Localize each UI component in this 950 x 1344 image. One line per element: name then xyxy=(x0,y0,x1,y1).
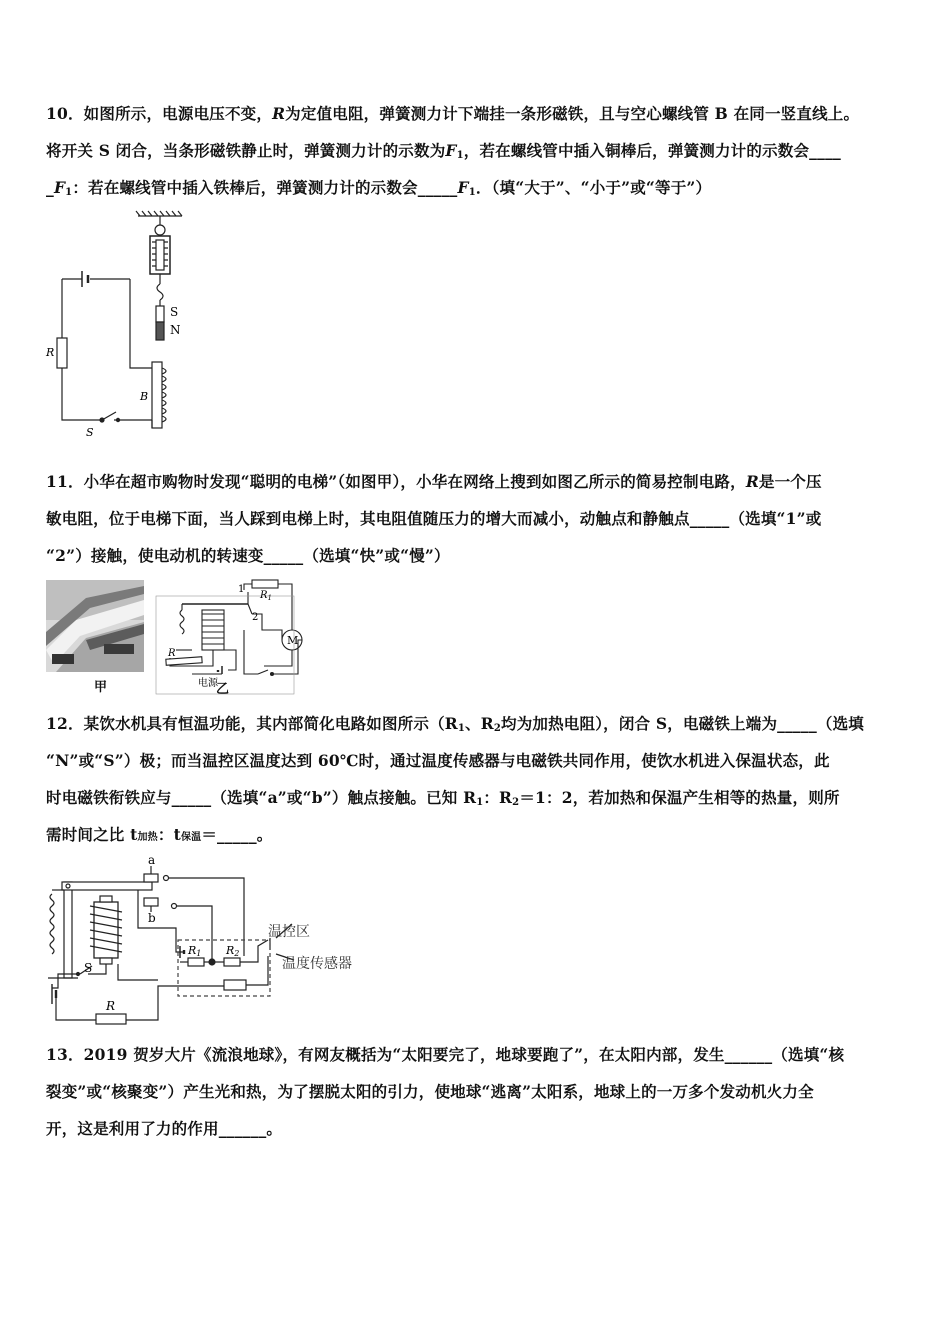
label-solenoid-b: B xyxy=(140,390,149,403)
q12-line-2: “N”或“S”）极；而当温控区温度达到 60℃时，通过温度传感器与电磁铁共同作用，使饮水机进入保温状态，此 xyxy=(46,751,830,770)
q10-line-1: 10．如图所示，电源电压不变，R为定值电阻，弹簧测力计下端挂一条形磁铁，且与空心螺线管 B 在同一竖直线上。 xyxy=(46,104,860,123)
label-n-pole: N xyxy=(170,323,181,337)
label-s-pole: S xyxy=(170,305,179,319)
label-r2-heater: R2 xyxy=(226,944,240,958)
label-temp-sensor: 温度传感器 xyxy=(282,956,352,972)
contact-label-1: 1 xyxy=(238,584,245,595)
contact-label-2: 2 xyxy=(252,612,259,623)
label-yi: 乙 xyxy=(216,682,230,697)
q12-line-3: 时电磁铁衔铁应与_____（选填“a”或“b”）触点接触。已知 $R_1$：$R_2=1$：2，若加热和保温产生相等的热量，则所 xyxy=(46,788,840,808)
label-switch-s: S xyxy=(86,426,94,439)
magnet-n-pole xyxy=(156,322,164,340)
label-temp-zone: 温控区 xyxy=(268,924,310,940)
q12-line-4: 需时间之比 t加热：t保温＝_____。 xyxy=(46,825,273,844)
q13-line-1: 13．2019 贺岁大片《流浪地球》，有网友概括为“太阳要完了，地球要跑了”，在太阳内部，发生______（选填“核 xyxy=(46,1045,845,1064)
q11-line-2: 敏电阻，位于电梯下面，当人踩到电梯上时，其电阻值随压力的增大而减小，动触点和静触点_____（选填“1”或 xyxy=(46,509,822,528)
label-resistor-r: R xyxy=(106,999,116,1013)
escalator-photo xyxy=(46,580,144,672)
q11-control-circuit-figure xyxy=(152,578,302,694)
label-switch-s: S xyxy=(84,961,93,975)
label-r1-heater: R1 xyxy=(188,944,202,958)
q11-line-3: “2”）接触，使电动机的转速变_____（选填“快”或“慢”） xyxy=(46,546,450,565)
q10-line-2: 将开关 S 闭合，当条形磁铁静止时，弹簧测力计的示数为$F_1$，若在螺线管中插入铜棒后，弹簧测力计的示数会____ xyxy=(46,141,841,161)
label-jia: 甲 xyxy=(94,680,108,695)
q13-line-2: 裂变”或“核聚变”）产生光和热，为了摆脱太阳的引力，使地球“逃离”太阳系，地球上的一万多个发动机火力全 xyxy=(46,1082,814,1101)
q12-line-1: 12．某饮水机具有恒温功能，其内部简化电路如图所示（$R_1$、$R_2$均为加热电阻），闭合 S，电磁铁上端为_____（选填 xyxy=(46,714,864,734)
contact-label-a: a xyxy=(148,853,156,867)
q10-line-3: $\_F_1$：若在螺线管中插入铁棒后，弹簧测力计的示数会$\_\_\_\_\_F_1$．（填“大于”、“小于”或“等于”） xyxy=(46,178,712,198)
label-r1: $R_1$ xyxy=(260,590,272,602)
label-resistor-r: R xyxy=(46,346,55,359)
q10-circuit-figure xyxy=(40,210,200,442)
q13-line-3: 开，这是利用了力的作用______。 xyxy=(46,1119,283,1138)
label-pressure-r: R xyxy=(168,648,176,659)
q11-line-1: 11．小华在超市购物时发现“聪明的电梯”（如图甲），小华在网络上搜到如图乙所示的简易控制电路，R是一个压 xyxy=(46,472,822,491)
contact-label-b: b xyxy=(148,911,156,925)
label-motor-m: M xyxy=(287,634,299,647)
label-power-source: 电源 xyxy=(198,678,218,689)
q12-thermostat-circuit-figure xyxy=(44,853,374,1026)
magnet-s-pole xyxy=(156,306,164,322)
